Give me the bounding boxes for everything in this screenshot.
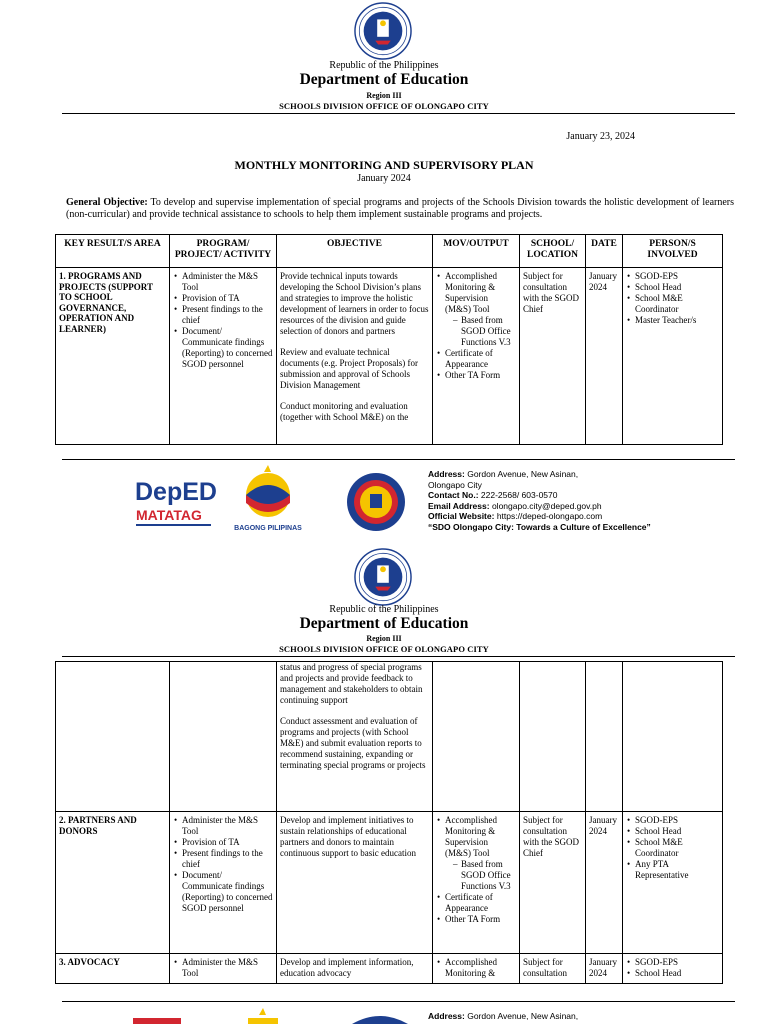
office-name: SCHOOLS DIVISION OFFICE OF OLONGAPO CITY: [279, 644, 489, 654]
contact-block: [428, 1011, 578, 1022]
sdo-olongapo-seal-icon: [346, 472, 406, 532]
persons-cell: [623, 268, 723, 445]
table-row: [56, 662, 723, 812]
website-link[interactable]: https://deped-olongapo.com: [496, 511, 603, 521]
date-cell: [586, 662, 623, 812]
list-item: • School Head: [626, 282, 719, 293]
table-row: [56, 954, 723, 984]
document-title: MONTHLY MONITORING AND SUPERVISORY PLAN: [234, 158, 534, 172]
plan-table-page-2: [55, 661, 723, 984]
list-item: • Any PTA Representative: [626, 859, 719, 881]
date-cell: January 2024: [586, 954, 623, 984]
mov-item: Accomplished Monitoring & Supervision (M&S) Tool: [445, 271, 497, 314]
bagong-pilipinas-logo: [238, 1008, 288, 1024]
kra-cell: 2. PARTNERS AND DONORS: [56, 812, 170, 954]
list-item: • Administer the M&S Tool: [173, 271, 273, 293]
list-item: • Present findings to the chief: [173, 304, 273, 326]
list-item: • School Head: [626, 826, 719, 837]
list-item: • Other TA Form: [436, 370, 516, 381]
col-header-kra: KEY RESULT/S AREA: [56, 235, 170, 268]
col-header-persons: PERSON/S INVOLVED: [623, 235, 723, 268]
objective-paragraph: Conduct monitoring and evaluation (together with School M&E) on the: [280, 401, 409, 422]
mov-cell: [433, 268, 520, 445]
bagong-pilipinas-logo: [228, 465, 308, 533]
objective-paragraph: Provide technical inputs towards developing the School Division’s plans and strategies to improve the holistic development of learners in order to focus resources of the division and guide selection of donors and partners: [280, 271, 429, 336]
email-link[interactable]: olongapo.city@deped.gov.ph: [491, 500, 602, 511]
list-item: [436, 815, 516, 892]
col-header-mov: MOV/OUTPUT: [433, 235, 520, 268]
objective-paragraph: Review and evaluate technical documents (e.g. Project Proposals) for submission and approval of Schools Division Management: [280, 347, 418, 390]
deped-seal-icon: [354, 548, 412, 606]
location-cell: [520, 662, 586, 812]
objective-cell: [277, 662, 433, 812]
address-label: Address:: [428, 469, 465, 479]
objective-label: General Objective:: [66, 197, 148, 208]
location-cell: Subject for consultation: [520, 954, 586, 984]
objective-paragraph: Conduct assessment and evaluation of programs and projects (with School M&E) and submit evaluation reports to recommend sustaining, expanding or terminating special programs or projects: [280, 716, 426, 770]
deped-seal-icon: [354, 2, 412, 60]
objective-cell: Develop and implement information, education advocacy: [277, 954, 433, 984]
activities-cell: [170, 268, 277, 445]
republic-line: Republic of the Philippines: [329, 604, 439, 615]
sub-item: – Based from SGOD Office Functions V.3: [453, 315, 516, 348]
persons-cell: [623, 662, 723, 812]
kra-cell: [56, 662, 170, 812]
mov-item: Accomplished Monitoring & Supervision (M&S) Tool: [445, 815, 497, 858]
sdo-olongapo-seal-icon: [350, 1014, 410, 1024]
col-header-objective: OBJECTIVE: [277, 235, 433, 268]
col-header-date: DATE: [586, 235, 623, 268]
location-cell: Subject for consultation with the SGOD Chief: [520, 812, 586, 954]
list-item: • SGOD-EPS: [626, 815, 719, 826]
persons-cell: [623, 812, 723, 954]
matatag-text: MATATAG: [136, 507, 202, 523]
deped-matatag-logo: [133, 1018, 183, 1024]
activities-cell: [170, 954, 277, 984]
list-item: • SGOD-EPS: [626, 957, 719, 968]
list-item: • Document/ Communicate findings (Reporting) to concerned SGOD personnel: [173, 870, 273, 914]
email-label: Email Address:: [428, 500, 490, 511]
date-cell: January 2024: [586, 812, 623, 954]
mov-cell: [433, 662, 520, 812]
col-header-location: SCHOOL/ LOCATION: [520, 235, 586, 268]
list-item: • School Head: [626, 968, 719, 979]
list-item: • Administer the M&S Tool: [173, 957, 273, 979]
office-name: SCHOOLS DIVISION OFFICE OF OLONGAPO CITY: [279, 101, 489, 111]
general-objective: [66, 197, 734, 221]
table-row: [56, 812, 723, 954]
objective-cell: [277, 268, 433, 445]
table-row: [56, 268, 723, 445]
bagong-text: BAGONG PILIPINAS: [234, 525, 302, 532]
list-item: • Document/ Communicate findings (Reporting) to concerned SGOD personnel: [173, 326, 273, 370]
contact-label: Contact No.:: [428, 490, 479, 500]
kra-cell: 3. ADVOCACY: [56, 954, 170, 984]
website-label: Official Website:: [428, 511, 495, 521]
region-line: Region III: [366, 91, 402, 100]
list-item: • Provision of TA: [173, 837, 273, 848]
list-item: • Master Teacher/s: [626, 315, 719, 326]
table-header-row: [56, 235, 723, 268]
activities-cell: [170, 662, 277, 812]
objective-paragraph: status and progress of special programs and projects and provide feedback to management and stakeholders to obtain continuing support: [280, 662, 423, 705]
address-label: Address:: [428, 1011, 465, 1021]
kra-cell: 1. PROGRAMS AND PROJECTS (SUPPORT TO SCHOOL GOVERNANCE, OPERATION AND LEARNER): [56, 268, 170, 445]
deped-logo-text: DepED: [135, 478, 217, 506]
header-rule: [62, 656, 735, 657]
list-item: • Administer the M&S Tool: [173, 815, 273, 837]
list-item: • Other TA Form: [436, 914, 516, 925]
list-item: • Certificate of Appearance: [436, 892, 516, 914]
document-date: January 23, 2024: [566, 131, 635, 142]
col-header-program: PROGRAM/ PROJECT/ ACTIVITY: [170, 235, 277, 268]
republic-line: Republic of the Philippines: [329, 60, 439, 71]
plan-table-page-1: [55, 234, 723, 445]
list-item: • Certificate of Appearance: [436, 348, 516, 370]
footer-rule: [62, 459, 735, 460]
header-rule: [62, 113, 735, 114]
deped-matatag-logo: [133, 472, 218, 532]
department-name: Department of Education: [299, 615, 469, 632]
contact-block: [428, 469, 651, 532]
address-text: Gordon Avenue, New Asinan,: [467, 469, 579, 479]
page-2: [0, 540, 768, 1024]
activities-cell: [170, 812, 277, 954]
address-text: Gordon Avenue, New Asinan,: [467, 1011, 579, 1021]
list-item: [436, 271, 516, 348]
objective-text: To develop and supervise implementation of special programs and projects of the Schools Division towards the holistic development of learners (non-curricular) and provide technical assistance to schools to help them implement sustainable programs and projects.: [66, 197, 734, 220]
persons-cell: [623, 954, 723, 984]
objective-cell: Develop and implement initiatives to sustain relationships of educational partners and donors to maintain continuous support to basic education: [277, 812, 433, 954]
list-item: • Accomplished Monitoring &: [436, 957, 516, 979]
document-period: January 2024: [357, 173, 411, 184]
date-cell: January 2024: [586, 268, 623, 445]
mov-cell: [433, 812, 520, 954]
list-item: • School M&E Coordinator: [626, 837, 719, 859]
footer-rule: [62, 1001, 735, 1002]
sub-item: – Based from SGOD Office Functions V.3: [453, 859, 516, 892]
department-name: Department of Education: [299, 71, 469, 88]
list-item: • SGOD-EPS: [626, 271, 719, 282]
location-cell: Subject for consultation with the SGOD Chief: [520, 268, 586, 445]
address-city: Olongapo City: [428, 479, 482, 490]
contact-number: 222-2568/ 603-0570: [480, 490, 558, 500]
list-item: • School M&E Coordinator: [626, 293, 719, 315]
mov-cell: [433, 954, 520, 984]
slogan: “SDO Olongapo City: Towards a Culture of Excellence”: [428, 521, 651, 532]
list-item: • Present findings to the chief: [173, 848, 273, 870]
region-line: Region III: [366, 634, 402, 643]
list-item: • Provision of TA: [173, 293, 273, 304]
